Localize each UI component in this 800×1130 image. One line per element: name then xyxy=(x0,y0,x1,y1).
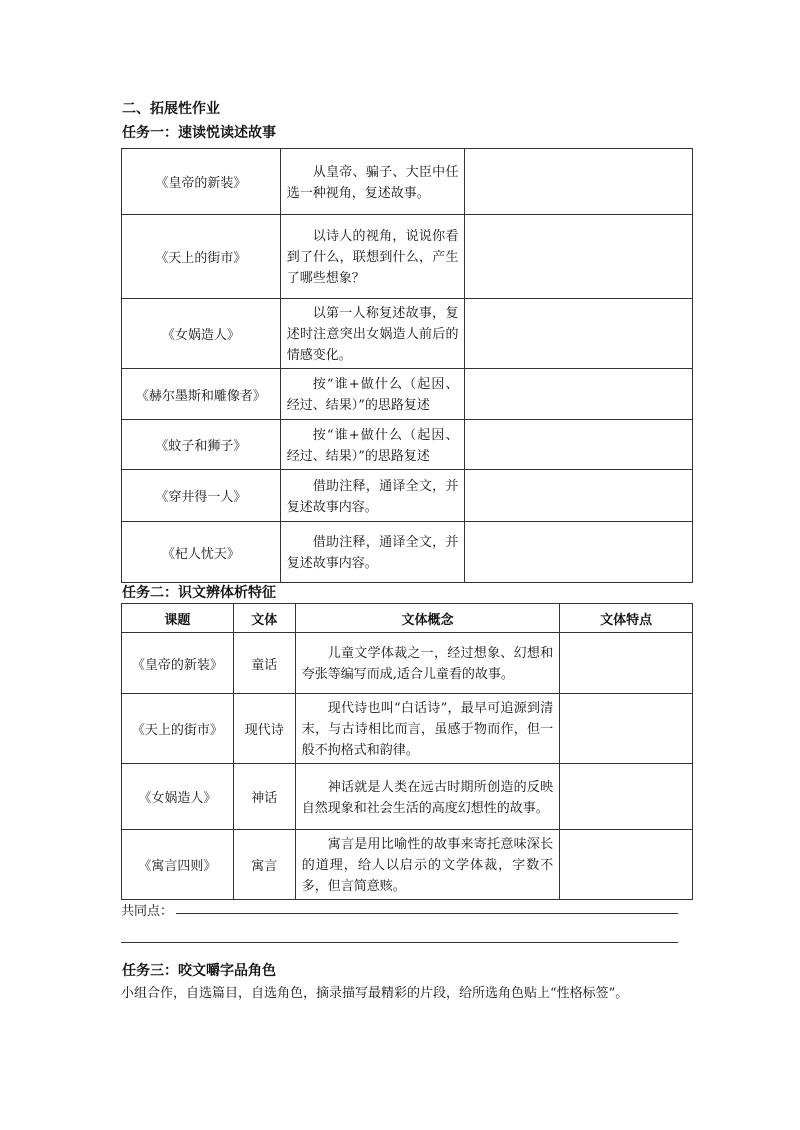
table-row xyxy=(122,694,693,764)
story-title: 《天上的街市》 xyxy=(122,215,281,299)
common-points-answer-line-2[interactable] xyxy=(121,942,678,943)
common-points-label: 共同点： xyxy=(121,904,174,919)
story-task: 按“谁+做什么（起因、经过、结果）”的思路复述 xyxy=(280,420,465,470)
genre-cell: 神话 xyxy=(233,764,295,830)
table-row xyxy=(122,764,693,830)
section-title: 二、拓展性作业 xyxy=(122,101,220,117)
topic-cell: 《皇帝的新装》 xyxy=(122,633,234,694)
answer-cell[interactable] xyxy=(465,215,693,299)
feature-cell[interactable] xyxy=(560,694,693,764)
story-task: 借助注释，通译全文，并复述故事内容。 xyxy=(280,470,465,522)
concept-cell: 寓言是用比喻性的故事来寄托意味深长的道理，给人以启示的文学体裁，字数不多，但言简意赅。 xyxy=(295,830,560,900)
story-title: 《女娲造人》 xyxy=(122,299,281,369)
table-row xyxy=(122,215,693,299)
genre-cell: 童话 xyxy=(233,633,295,694)
story-task: 借助注释，通译全文，并复述故事内容。 xyxy=(280,522,465,583)
table-row xyxy=(122,369,693,420)
table-row xyxy=(122,149,693,215)
story-task: 以第一人称复述故事，复述时注意突出女娲造人前后的情感变化。 xyxy=(280,299,465,369)
story-title: 《赫尔墨斯和雕像者》 xyxy=(122,369,281,420)
story-task: 按“谁+做什么（起因、经过、结果）”的思路复述 xyxy=(280,369,465,420)
table-row xyxy=(122,522,693,583)
header-topic: 课题 xyxy=(122,604,234,633)
story-task: 以诗人的视角，说说你看到了什么，联想到什么，产生了哪些想象？ xyxy=(280,215,465,299)
table-row xyxy=(122,420,693,470)
genre-cell: 现代诗 xyxy=(233,694,295,764)
story-title: 《穿井得一人》 xyxy=(122,470,281,522)
task1-title: 任务一：速读悦读述故事 xyxy=(122,125,276,141)
header-genre: 文体 xyxy=(233,604,295,633)
topic-cell: 《天上的街市》 xyxy=(122,694,234,764)
answer-cell[interactable] xyxy=(465,299,693,369)
table-header-row xyxy=(122,604,693,633)
task1-table xyxy=(121,148,693,583)
answer-cell[interactable] xyxy=(465,420,693,470)
story-title: 《皇帝的新装》 xyxy=(122,149,281,215)
topic-cell: 《寓言四则》 xyxy=(122,830,234,900)
story-title: 《杞人忧天》 xyxy=(122,522,281,583)
task3-description: 小组合作，自选篇目，自选角色，摘录描写最精彩的片段，给所选角色贴上“性格标签”。 xyxy=(121,986,629,1001)
answer-cell[interactable] xyxy=(465,369,693,420)
story-task: 从皇帝、骗子、大臣中任选一种视角，复述故事。 xyxy=(280,149,465,215)
task2-table xyxy=(121,603,693,900)
feature-cell[interactable] xyxy=(560,830,693,900)
common-points-answer-line[interactable] xyxy=(176,913,678,914)
answer-cell[interactable] xyxy=(465,149,693,215)
concept-cell: 儿童文学体裁之一，经过想象、幻想和夸张等编写而成,适合儿童看的故事。 xyxy=(295,633,560,694)
answer-cell[interactable] xyxy=(465,522,693,583)
concept-cell: 神话就是人类在远古时期所创造的反映自然现象和社会生活的高度幻想性的故事。 xyxy=(295,764,560,830)
table-row xyxy=(122,830,693,900)
topic-cell: 《女娲造人》 xyxy=(122,764,234,830)
answer-cell[interactable] xyxy=(465,470,693,522)
feature-cell[interactable] xyxy=(560,764,693,830)
table-row xyxy=(122,470,693,522)
header-feature: 文体特点 xyxy=(560,604,693,633)
feature-cell[interactable] xyxy=(560,633,693,694)
header-concept: 文体概念 xyxy=(295,604,560,633)
story-title: 《蚊子和狮子》 xyxy=(122,420,281,470)
table-row xyxy=(122,299,693,369)
concept-cell: 现代诗也叫“白话诗”，最早可追源到清末，与古诗相比而言，虽感于物而作，但一般不拘格式和韵律。 xyxy=(295,694,560,764)
task3-title: 任务三：咬文嚼字品角色 xyxy=(122,963,276,979)
table-row xyxy=(122,633,693,694)
task2-title: 任务二：识文辨体析特征 xyxy=(122,585,276,601)
genre-cell: 寓言 xyxy=(233,830,295,900)
